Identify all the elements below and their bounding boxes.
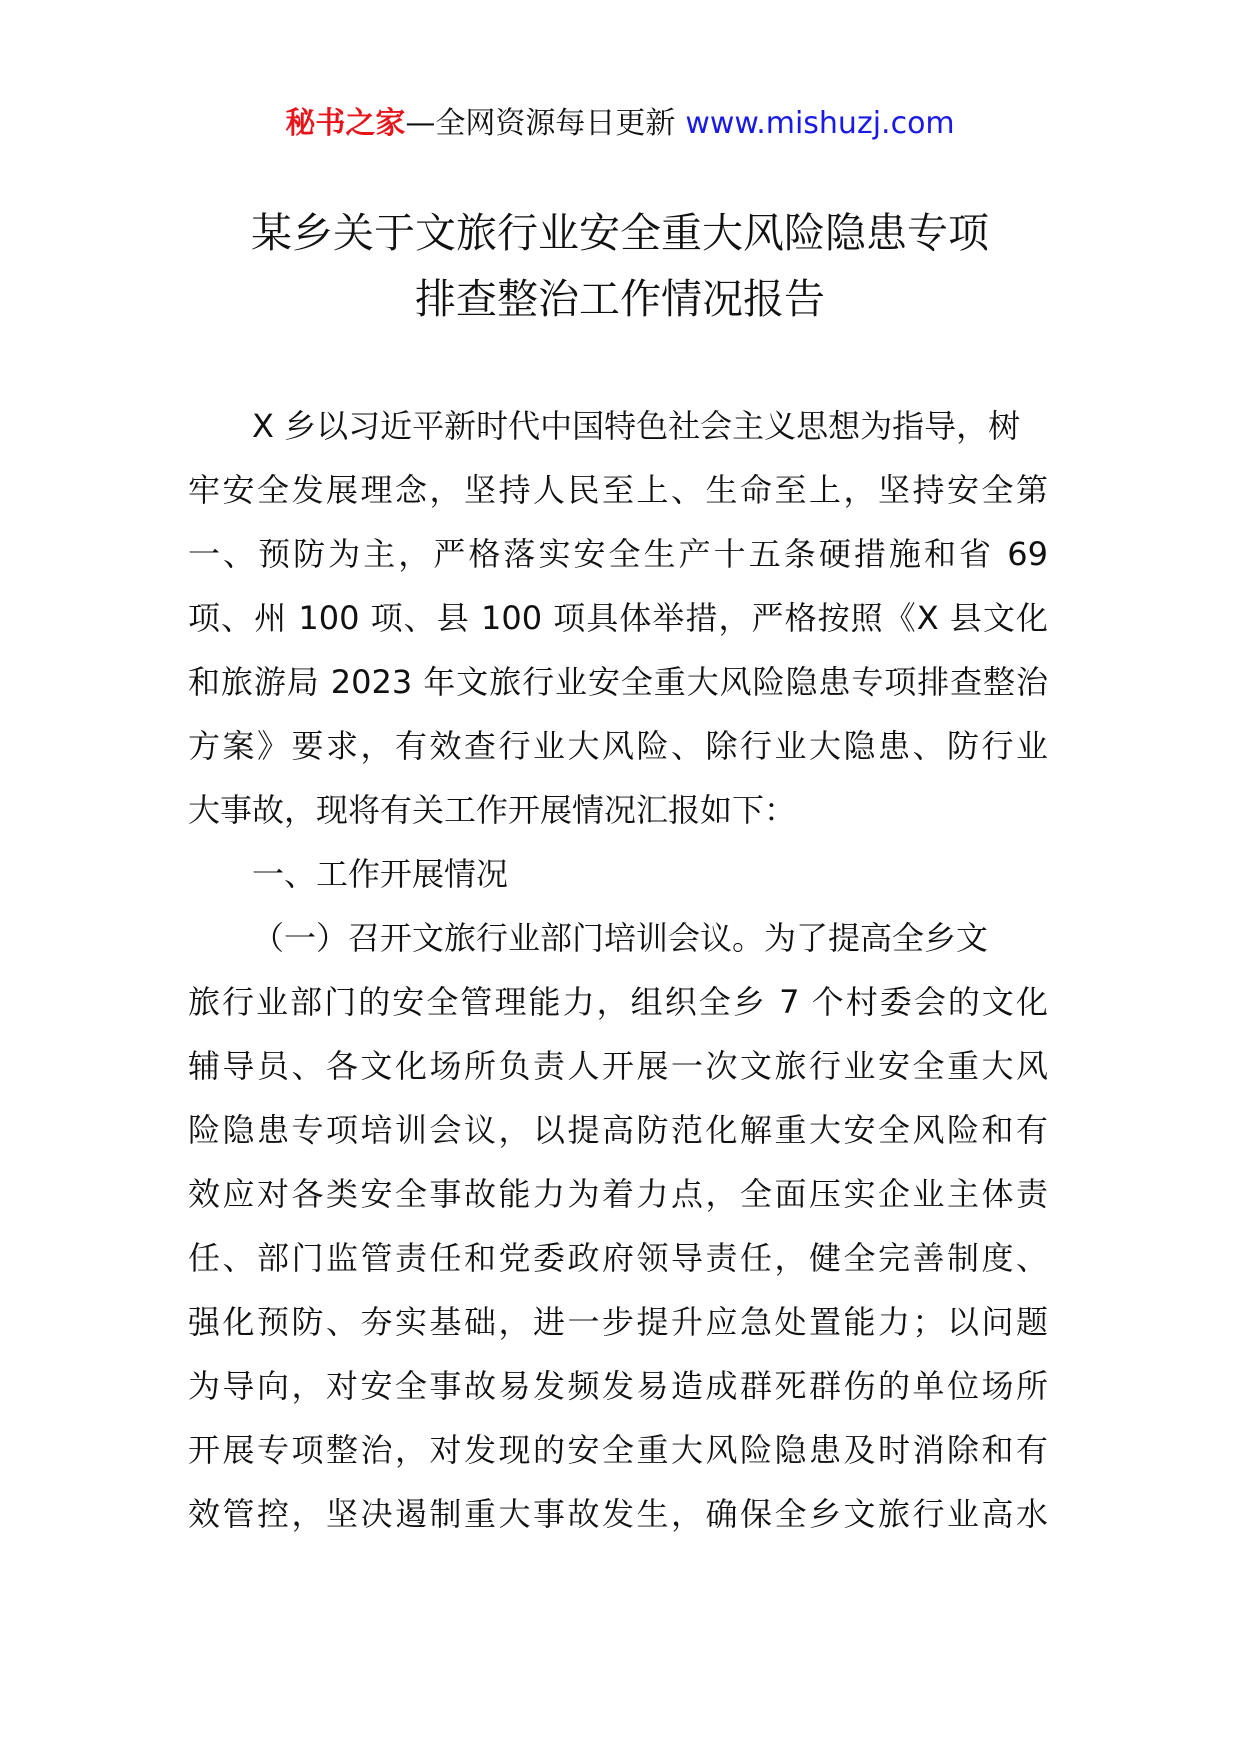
body-line: 项、州 100 项、县 100 项具体举措，严格按照《X 县文化 — [188, 599, 1048, 637]
header-banner — [0, 104, 1240, 144]
title-line-2: 排查整治工作情况报告 — [415, 275, 825, 323]
body-line: 一、预防为主，严格落实安全生产十五条硬措施和省 69 — [188, 535, 1048, 573]
body-line: 开展专项整治，对发现的安全重大风险隐患及时消除和有 — [188, 1431, 1048, 1469]
section-heading: 一、工作开展情况 — [252, 855, 509, 893]
body-line: 旅行业部门的安全管理能力，组织全乡 7 个村委会的文化 — [188, 983, 1048, 1021]
body-line: 任、部门监管责任和党委政府领导责任，健全完善制度、 — [188, 1239, 1048, 1277]
body-line: 效应对各类安全事故能力为着力点，全面压实企业主体责 — [188, 1175, 1048, 1213]
body-line: X 乡以习近平新时代中国特色社会主义思想为指导，树 — [252, 407, 1021, 445]
body-line: 方案》要求，有效查行业大风险、除行业大隐患、防行业 — [188, 727, 1048, 765]
site-url-link[interactable]: www.mishuzj.com — [685, 106, 955, 141]
body-line: 辅导员、各文化场所负责人开展一次文旅行业安全重大风 — [188, 1047, 1048, 1085]
body-line: 效管控，坚决遏制重大事故发生，确保全乡文旅行业高水 — [188, 1495, 1048, 1533]
body-line: 大事故，现将有关工作开展情况汇报如下： — [188, 791, 797, 829]
body-line: 为导向，对安全事故易发频发易造成群死群伤的单位场所 — [188, 1367, 1048, 1405]
header-slogan: —全网资源每日更新 — [405, 106, 676, 141]
document-body — [188, 394, 1048, 1546]
body-line: 牢安全发展理念，坚持人民至上、生命至上，坚持安全第 — [188, 471, 1048, 509]
body-line: 和旅游局 2023 年文旅行业安全重大风险隐患专项排查整治 — [188, 663, 1048, 701]
title-line-1: 某乡关于文旅行业安全重大风险隐患专项 — [251, 209, 989, 257]
body-line: 强化预防、夯实基础，进一步提升应急处置能力；以问题 — [188, 1303, 1048, 1341]
body-line: 险隐患专项培训会议，以提高防范化解重大安全风险和有 — [188, 1111, 1048, 1149]
brand-name: 秘书之家 — [285, 106, 406, 141]
subsection-heading: （一）召开文旅行业部门培训会议。为了提高全乡文 — [252, 919, 989, 957]
document-title — [120, 200, 1120, 332]
